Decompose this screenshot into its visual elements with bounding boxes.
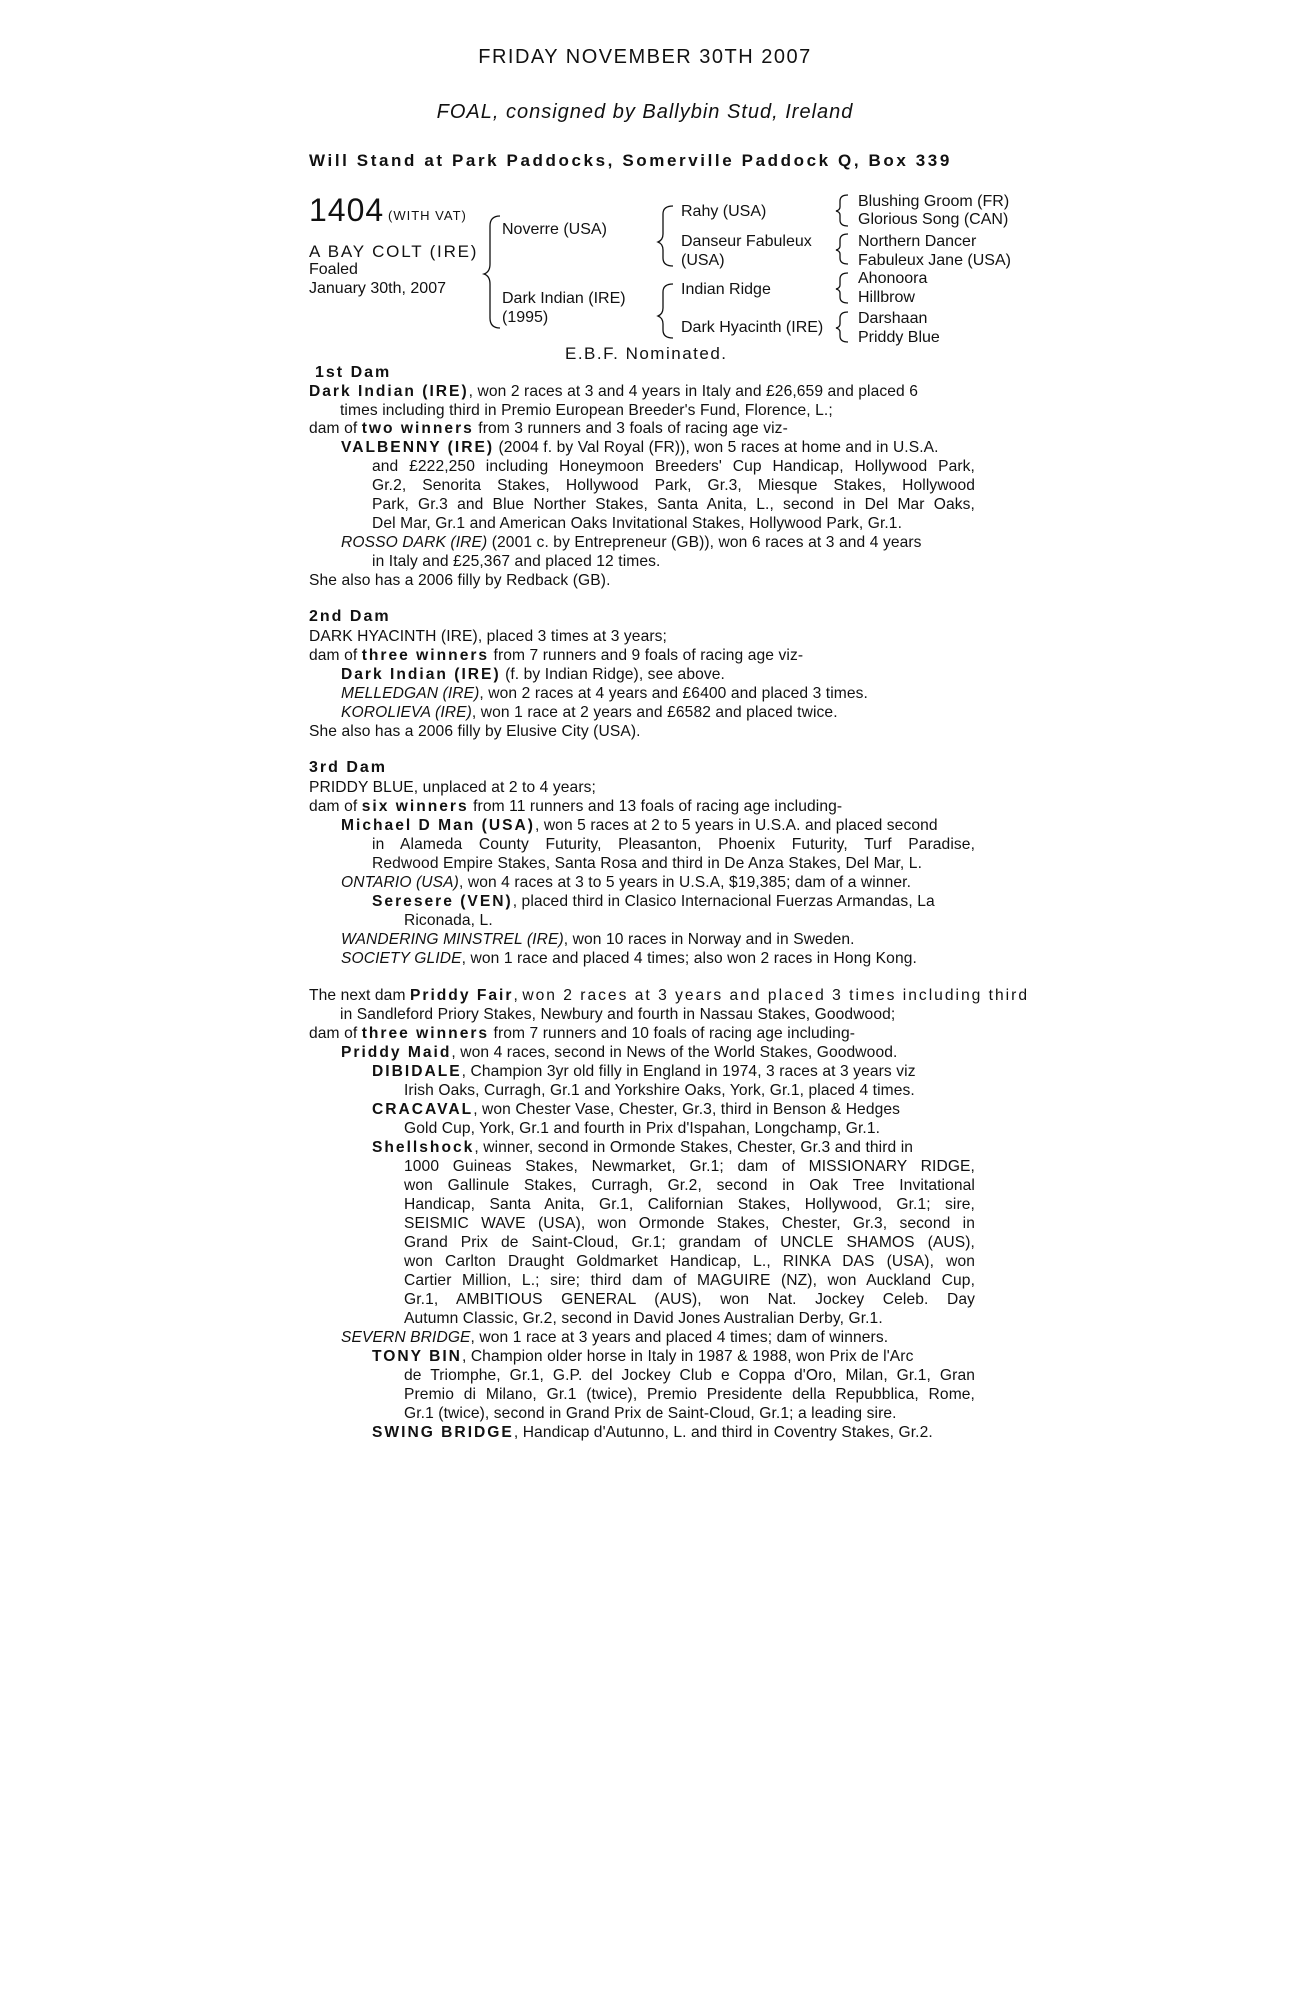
dam4-line-n: Grand Prix de Saint-Cloud, Gr.1; grandam of UNCLE SHAMOS (AUS), <box>404 1234 975 1251</box>
dam3-line-d: in Alameda County Futurity, Pleasanton, Phoenix Futurity, Turf Paradise, <box>372 836 975 853</box>
dam1-line-i: ROSSO DARK (IRE) (2001 c. by Entrepreneur (GB)), won 6 races at 3 and 4 years <box>341 534 922 551</box>
dam3-line-g: Seresere (VEN), placed third in Clasico Internacional Fuerzas Armandas, La <box>372 893 935 910</box>
dam4-line-u: de Triomphe, Gr.1, G.P. del Jockey Club e Coppa d'Oro, Milan, Gr.1, Gran <box>404 1367 975 1384</box>
dam4-line-g: CRACAVAL, won Chester Vase, Chester, Gr.3, third in Benson & Hedges <box>372 1101 901 1118</box>
dam2-line-e: KOROLIEVA (IRE), won 1 race at 2 years and £6582 and placed twice. <box>341 704 838 721</box>
ped-dd: Dark Hyacinth (IRE) <box>681 319 824 336</box>
dam3-line-b: dam of six winners from 11 runners and 13 foals of racing age including- <box>309 798 843 815</box>
ped-sd-line2: (USA) <box>681 252 725 269</box>
dam2-line-d: MELLEDGAN (IRE), won 2 races at 4 years and £6400 and placed 3 times. <box>341 685 868 702</box>
brace-sire-dam <box>484 216 500 328</box>
ebf-note: E.B.F. Nominated. <box>565 344 728 363</box>
ped-dds: Darshaan <box>858 310 928 327</box>
dam3-line-i: WANDERING MINSTREL (IRE), won 10 races in Norway and in Sweden. <box>341 931 855 948</box>
dam4-line-m: SEISMIC WAVE (USA), won Ormonde Stakes, Chester, Gr.3, second in <box>404 1215 975 1232</box>
dam3-line-a: PRIDDY BLUE, unplaced at 2 to 4 years; <box>309 779 596 796</box>
dam4-line-f: Irish Oaks, Curragh, Gr.1 and Yorkshire Oaks, York, Gr.1, placed 4 times. <box>404 1082 915 1099</box>
brace-sire <box>658 206 673 266</box>
dam4-line-q: Gr.1, AMBITIOUS GENERAL (AUS), won Nat. Jockey Celeb. Day <box>404 1291 975 1308</box>
dam1-line-a: Dark Indian (IRE), won 2 races at 3 and 4 years in Italy and £26,659 and placed 6 <box>309 383 919 400</box>
pedigree-braces <box>0 0 1290 360</box>
dam4-line-r: Autumn Classic, Gr.2, second in David Jones Australian Derby, Gr.1. <box>404 1310 883 1327</box>
brace-ss <box>836 195 848 226</box>
dam2-line-c: Dark Indian (IRE) (f. by Indian Ridge), see above. <box>341 666 725 683</box>
dam2-line-f: She also has a 2006 filly by Elusive City (USA). <box>309 723 641 740</box>
dam1-line-e: and £222,250 including Honeymoon Breeders' Cup Handicap, Hollywood Park, <box>372 458 975 475</box>
ped-ssd: Glorious Song (CAN) <box>858 211 1009 228</box>
ped-ss: Rahy (USA) <box>681 203 767 220</box>
ped-sss: Blushing Groom (FR) <box>858 193 1010 210</box>
foaled-date: January 30th, 2007 <box>309 280 446 297</box>
dam3-line-e: Redwood Empire Stakes, Santa Rosa and third in De Anza Stakes, Del Mar, L. <box>372 855 922 872</box>
dam4-line-k: won Gallinule Stakes, Curragh, Gr.2, second in Oak Tree Invitational <box>404 1177 975 1194</box>
dam3-line-h: Riconada, L. <box>404 912 493 929</box>
dam1-line-f: Gr.2, Senorita Stakes, Hollywood Park, Gr.3, Miesque Stakes, Hollywood <box>372 477 975 494</box>
dam4-line-s: SEVERN BRIDGE, won 1 race at 3 years and placed 4 times; dam of winners. <box>341 1329 889 1346</box>
ped-sdd: Fabuleux Jane (USA) <box>858 252 1011 269</box>
brace-sd <box>836 234 848 264</box>
dam1-line-d: VALBENNY (IRE) (2004 f. by Val Royal (FR)), won 5 races at home and in U.S.A. <box>341 439 939 456</box>
dam1-line-j: in Italy and £25,367 and placed 12 times. <box>372 553 661 570</box>
ped-ddd: Priddy Blue <box>858 329 940 346</box>
dam4-line-c: dam of three winners from 7 runners and 10 foals of racing age including- <box>309 1025 856 1042</box>
section-heading-1st-dam: 1st Dam <box>315 364 392 381</box>
dam3-line-j: SOCIETY GLIDE, won 1 race and placed 4 times; also won 2 races in Hong Kong. <box>341 950 917 967</box>
dam4-line-w: Gr.1 (twice), second in Grand Prix de Saint-Cloud, Gr.1; a leading sire. <box>404 1405 897 1422</box>
dam4-line-a: The next dam Priddy Fair, won 2 races at 3 years and placed 3 times including third <box>309 987 1029 1004</box>
ped-dsd: Hillbrow <box>858 289 915 306</box>
dam4-line-v: Premio di Milano, Gr.1 (twice), Premio Presidente della Repubblica, Rome, <box>404 1386 975 1403</box>
sale-date: FRIDAY NOVEMBER 30TH 2007 <box>478 46 812 68</box>
brace-dam <box>658 284 673 338</box>
vat-note: (WITH VAT) <box>388 208 467 223</box>
brace-ds <box>836 273 848 303</box>
dam1-line-k: She also has a 2006 filly by Redback (GB). <box>309 572 611 589</box>
dam4-line-p: Cartier Million, L.; sire; third dam of MAGUIRE (NZ), won Auckland Cup, <box>404 1272 975 1289</box>
lot-name: A BAY COLT (IRE) <box>309 242 479 261</box>
dam4-line-e: DIBIDALE, Champion 3yr old filly in England in 1974, 3 races at 3 years viz <box>372 1063 916 1080</box>
dam1-line-c: dam of two winners from 3 runners and 3 foals of racing age viz- <box>309 420 788 437</box>
dam1-line-g: Park, Gr.3 and Blue Norther Stakes, Santa Anita, L., second in Del Mar Oaks, <box>372 496 975 513</box>
foaled-label: Foaled <box>309 261 358 278</box>
dam4-line-x: SWING BRIDGE, Handicap d'Autunno, L. and third in Coventry Stakes, Gr.2. <box>372 1424 933 1441</box>
ped-dss: Ahonoora <box>858 270 928 287</box>
dam1-line-b: times including third in Premio European Breeder's Fund, Florence, L.; <box>340 402 833 419</box>
brace-dd <box>836 312 848 342</box>
section-heading-2nd-dam: 2nd Dam <box>309 608 391 625</box>
ped-dam-line1: Dark Indian (IRE) <box>502 290 626 307</box>
ped-sd-line1: Danseur Fabuleux <box>681 233 812 250</box>
dam4-line-j: 1000 Guineas Stakes, Newmarket, Gr.1; dam of MISSIONARY RIDGE, <box>404 1158 975 1175</box>
dam4-line-t: TONY BIN, Champion older horse in Italy in 1987 & 1988, won Prix de l'Arc <box>372 1348 914 1365</box>
dam4-line-h: Gold Cup, York, Gr.1 and fourth in Prix d'Ispahan, Longchamp, Gr.1. <box>404 1120 881 1137</box>
consignor-line: FOAL, consigned by Ballybin Stud, Ireland <box>436 101 854 123</box>
dam1-line-h: Del Mar, Gr.1 and American Oaks Invitational Stakes, Hollywood Park, Gr.1. <box>372 515 903 532</box>
lot-number: 1404 <box>309 192 385 228</box>
ped-dam-line2: (1995) <box>502 309 549 326</box>
dam3-line-c: Michael D Man (USA), won 5 races at 2 to 5 years in U.S.A. and placed second <box>341 817 938 834</box>
dam4-line-i: Shellshock, winner, second in Ormonde Stakes, Chester, Gr.3 and third in <box>372 1139 914 1156</box>
dam3-line-f: ONTARIO (USA), won 4 races at 3 to 5 years in U.S.A, $19,385; dam of a winner. <box>341 874 912 891</box>
dam2-line-b: dam of three winners from 7 runners and 9 foals of racing age viz- <box>309 647 804 664</box>
section-heading-3rd-dam: 3rd Dam <box>309 759 388 776</box>
ped-sds: Northern Dancer <box>858 233 977 250</box>
ped-ds: Indian Ridge <box>681 281 771 298</box>
dam4-line-d: Priddy Maid, won 4 races, second in News of the World Stakes, Goodwood. <box>341 1044 898 1061</box>
dam4-line-l: Handicap, Santa Anita, Gr.1, Californian Stakes, Hollywood, Gr.1; sire, <box>404 1196 975 1213</box>
dam4-line-b: in Sandleford Priory Stakes, Newbury and fourth in Nassau Stakes, Goodwood; <box>340 1006 896 1023</box>
dam2-line-a: DARK HYACINTH (IRE), placed 3 times at 3 years; <box>309 628 667 645</box>
stand-location: Will Stand at Park Paddocks, Somerville Paddock Q, Box 339 <box>309 151 952 170</box>
ped-sire: Noverre (USA) <box>502 221 607 238</box>
dam4-line-o: won Carlton Draught Goldmarket Handicap, L., RINKA DAS (USA), won <box>404 1253 975 1270</box>
